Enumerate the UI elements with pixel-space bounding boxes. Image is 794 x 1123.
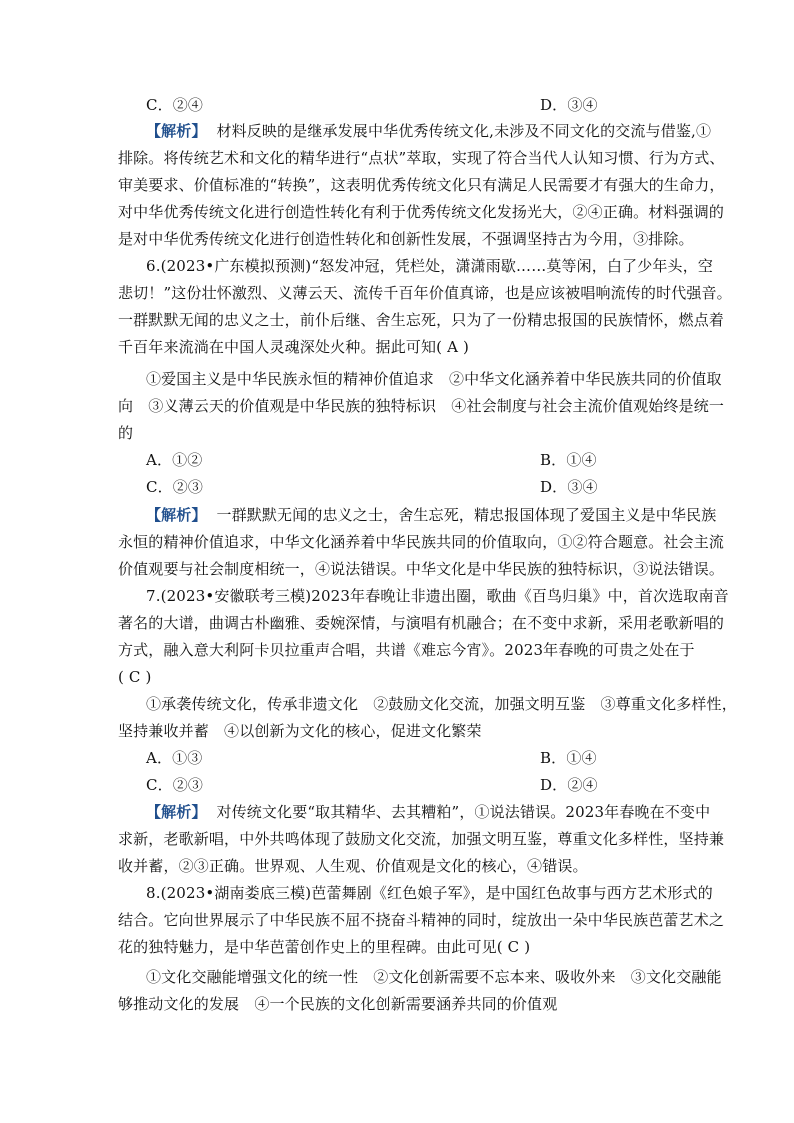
statement-line: 向 ③义薄云天的价值观是中华民族的独特标识 ④社会制度与社会主流价值观始终是统一 bbox=[118, 397, 725, 415]
analysis-line: 【解析】 材料反映的是继承发展中华优秀传统文化,未涉及不同文化的交流与借鉴,① bbox=[146, 122, 712, 140]
option-d: D．③④ bbox=[540, 96, 598, 114]
question-stem: 结合。它向世界展示了中华民族不屈不挠奋斗精神的同时，绽放出一朵中华民族芭蕾艺术之 bbox=[118, 911, 725, 929]
option-row bbox=[146, 747, 706, 769]
analysis-line: 审美要求、价值标准的“转换”，这表明优秀传统文化只有满足人民需要才有强大的生命力， bbox=[118, 176, 725, 194]
analysis-line: 收并蓄，②③正确。世界观、人生观、价值观是文化的核心，④错误。 bbox=[118, 857, 588, 875]
analysis-tag: 【解析】 bbox=[146, 803, 207, 821]
question-stem: 千百年来流淌在中国人灵魂深处火种。据此可知( A ) bbox=[118, 338, 469, 356]
option-b: B．①④ bbox=[540, 749, 597, 767]
analysis-tag: 【解析】 bbox=[146, 506, 207, 524]
question-stem: 8.(2023•湖南娄底三模)芭蕾舞剧《红色娘子军》，是中国红色故事与西方艺术形式的 bbox=[146, 884, 713, 902]
statement-line: 的 bbox=[118, 424, 134, 442]
analysis-line: 排除。将传统艺术和文化的精华进行“点状”萃取，实现了符合当代人认知习惯、行为方式、 bbox=[118, 149, 725, 167]
option-row bbox=[146, 774, 706, 796]
question-stem: 6.(2023•广东模拟预测)“怒发冲冠，凭栏处，潇潇雨歇……莫等闲，白了少年头，空 bbox=[146, 257, 714, 275]
option-d: D．③④ bbox=[540, 478, 598, 496]
option-c: C．②③ bbox=[146, 478, 204, 496]
statement-line: ①文化交融能增强文化的统一性 ②文化创新需要不忘本来、吸收外来 ③文化交融能 bbox=[146, 968, 722, 986]
analysis-line: 对中华优秀传统文化进行创造性转化有利于优秀传统文化发扬光大，②④正确。材料强调的 bbox=[118, 203, 725, 221]
option-b: B．①④ bbox=[540, 451, 597, 469]
option-row bbox=[146, 476, 706, 498]
option-a: A．①② bbox=[146, 451, 203, 469]
option-row bbox=[146, 449, 706, 471]
option-row bbox=[146, 94, 706, 116]
question-stem: 著名的大谱，曲调古朴幽雅、委婉深情，与演唱有机融合；在不变中求新，采用老歌新唱的 bbox=[118, 614, 725, 632]
analysis-line: 永恒的精神价值追求，中华文化涵养着中华民族共同的价值取向，①②符合题意。社会主流 bbox=[118, 533, 725, 551]
analysis-line: 价值观要与社会制度相统一，④说法错误。中华文化是中华民族的独特标识，③说法错误。 bbox=[118, 560, 725, 578]
analysis-line: 【解析】 一群默默无闻的忠义之士，舍生忘死，精忠报国体现了爱国主义是中华民族 bbox=[146, 506, 717, 524]
statement-line: 够推动文化的发展 ④一个民族的文化创新需要涵养共同的价值观 bbox=[118, 995, 558, 1013]
analysis-line: 是对中华优秀传统文化进行创造性转化和创新性发展，不强调坚持古为今用，③排除。 bbox=[118, 230, 694, 248]
option-c: C．②④ bbox=[146, 96, 204, 114]
analysis-line: 求新，老歌新唱，中外共鸣体现了鼓励文化交流，加强文明互鉴，尊重文化多样性，坚持兼 bbox=[118, 830, 725, 848]
statement-line: 坚持兼收并蓄 ④以创新为文化的核心，促进文化繁荣 bbox=[118, 722, 482, 740]
analysis-line: 【解析】 对传统文化要“取其精华、去其糟粕”，①说法错误。2023年春晚在不变中 bbox=[146, 803, 711, 821]
question-stem: 花的独特魅力，是中华芭蕾创作史上的里程碑。由此可见( C ) bbox=[118, 938, 531, 956]
question-stem: 悲切！”这份壮怀激烈、义薄云天、流传千百年价值真谛，也是应该被唱响流传的时代强音。 bbox=[118, 284, 732, 302]
option-a: A．①③ bbox=[146, 749, 203, 767]
statement-line: ①爱国主义是中华民族永恒的精神价值追求 ②中华文化涵养着中华民族共同的价值取 bbox=[146, 370, 722, 388]
question-stem: 一群默默无闻的忠义之士，前仆后继、舍生忘死，只为了一份精忠报国的民族情怀，燃点着 bbox=[118, 311, 725, 329]
option-d: D．②④ bbox=[540, 776, 598, 794]
question-stem: ( C ) bbox=[118, 668, 152, 686]
analysis-tag: 【解析】 bbox=[146, 122, 207, 140]
option-c: C．②③ bbox=[146, 776, 204, 794]
question-stem: 7.(2023•安徽联考三模)2023年春晚让非遗出圈，歌曲《百鸟归巢》中，首次选取南音 bbox=[146, 587, 729, 605]
statement-line: ①承袭传统文化，传承非遗文化 ②鼓励文化交流，加强文明互鉴 ③尊重文化多样性， bbox=[146, 695, 737, 713]
question-stem: 方式，融入意大利阿卡贝拉重声合唱，共谱《难忘今宵》。2023年春晚的可贵之处在于 bbox=[118, 641, 695, 659]
